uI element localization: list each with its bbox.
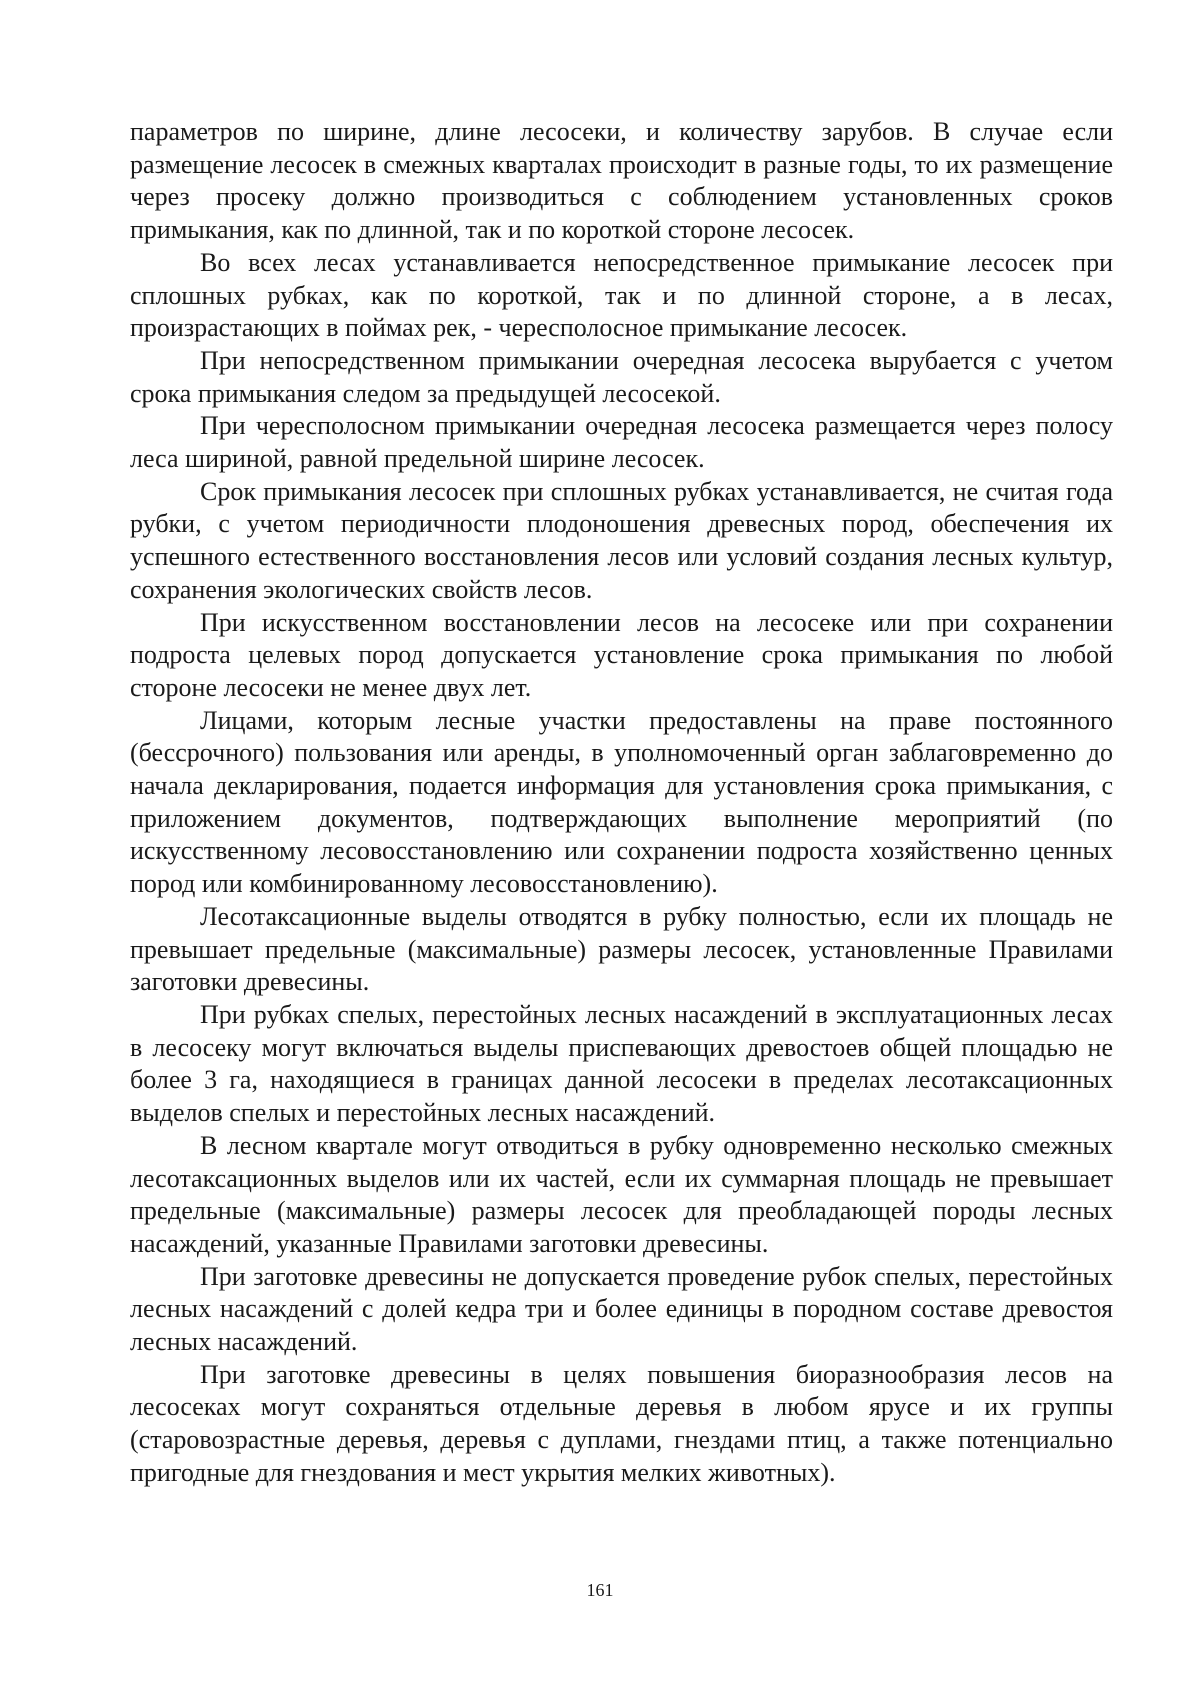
paragraph: При рубках спелых, перестойных лесных насаждений в эксплуатационных лесах в лесосеку могут включаться выделы приспевающих древостоев общей площадью не более 3 га, находящиеся в границах данной лесосеки в пределах лесотаксационных выделов спелых и перестойных лесных насаждений. <box>130 999 1113 1128</box>
paragraph: При непосредственном примыкании очередная лесосека вырубается с учетом срока примыкания следом за предыдущей лесосекой. <box>130 345 1113 408</box>
paragraph: параметров по ширине, длине лесосеки, и количеству зарубов. В случае если размещение лесосек в смежных кварталах происходит в разные годы, то их размещение через просеку должно производиться с соблюдением установленных сроков примыкания, как по длинной, так и по короткой стороне лесосек. <box>130 117 1113 245</box>
paragraph: В лесном квартале могут отводиться в рубку одновременно несколько смежных лесотаксационных выделов или их частей, если их суммарная площадь не превышает предельные (максимальные) размеры лесосек для преобладающей породы лесных насаждений, указанные Правилами заготовки древесины. <box>130 1130 1113 1258</box>
paragraph: При заготовке древесины не допускается проведение рубок спелых, перестойных лесных насаждений с долей кедра три и более единицы в породном составе древостоя лесных насаждений. <box>130 1261 1113 1357</box>
paragraph: При заготовке древесины в целях повышения биоразнообразия лесов на лесосеках могут сохраняться отдельные деревья в любом ярусе и их группы (старовозрастные деревья, деревья с дуплами, гнездами птиц, а также потенциально пригодные для гнездования и мест укрытия мелких животных). <box>130 1359 1113 1487</box>
body-text <box>130 116 1113 1490</box>
paragraph: Лицами, которым лесные участки предоставлены на праве постоянного (бессрочного) пользования или аренды, в уполномоченный орган заблаговременно до начала декларирования, подается информация для установления срока примыкания, с приложением документов, подтверждающих выполнение мероприятий (по искусственному лесовосстановлению или сохранении подроста хозяйственно ценных пород или комбинированному лесовосстановлению). <box>130 705 1113 899</box>
paragraph: Срок примыкания лесосек при сплошных рубках устанавливается, не считая года рубки, с учетом периодичности плодоношения древесных пород, обеспечения их успешного естественного восстановления лесов или условий создания лесных культур, сохранения экологических свойств лесов. <box>130 476 1113 604</box>
page-number: 161 <box>586 1580 614 1600</box>
paragraph: При искусственном восстановлении лесов на лесосеке или при сохранении подроста целевых пород допускается установление срока примыкания по любой стороне лесосеки не менее двух лет. <box>130 607 1113 702</box>
paragraph: При чересполосном примыкании очередная лесосека размещается через полосу леса шириной, равной предельной ширине лесосек. <box>130 411 1113 474</box>
paragraph: Во всех лесах устанавливается непосредственное примыкание лесосек при сплошных рубках, как по короткой, так и по длинной стороне, а в лесах, произрастающих в поймах рек, - чересполосное примыкание лесосек. <box>130 247 1113 343</box>
paragraph: Лесотаксационные выделы отводятся в рубку полностью, если их площадь не превышает предельные (максимальные) размеры лесосек, установленные Правилами заготовки древесины. <box>130 901 1113 997</box>
